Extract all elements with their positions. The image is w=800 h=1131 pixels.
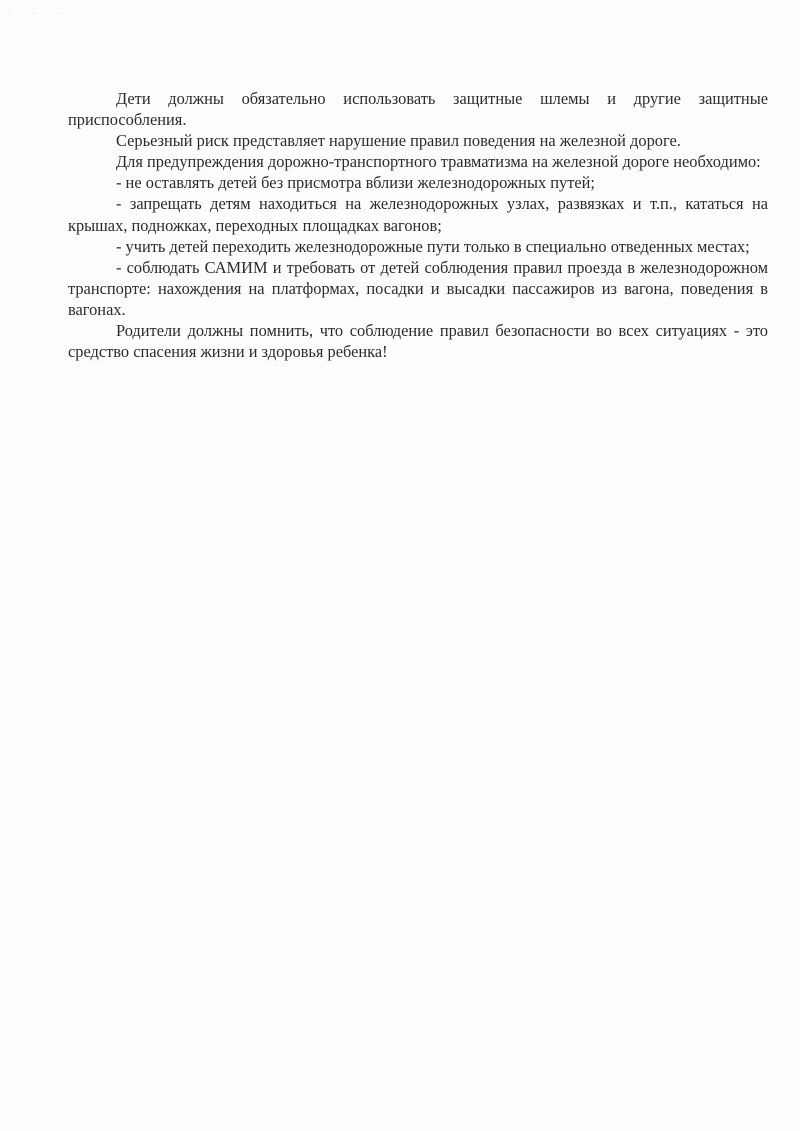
- scan-artifact-marks: · · ·: [8, 10, 70, 18]
- paragraph-prevention-intro: Для предупреждения дорожно-транспортного травматизма на железной дороге необходимо:: [116, 152, 761, 172]
- list-item-crossing-places: - учить детей переходить железнодорожные пути только в специально отведенных местах;: [116, 236, 750, 256]
- list-item-travel-rules: - соблюдать САМИМ и требовать от детей соблюдения правил проезда в железнодорожном транспорте: нахождения на платформах, посадки и высадки пассажиров из вагона, поведения в вагонах.: [68, 257, 768, 319]
- paragraph-parents-reminder: Родители должны помнить, что соблюдение правил безопасности во всех ситуациях - это средство спасения жизни и здоровья ребенка!: [68, 321, 768, 362]
- paragraph-helmets: Дети должны обязательно использовать защитные шлемы и другие защитные приспособления.: [68, 89, 768, 130]
- list-item-prohibit-junctions: - запрещать детям находиться на железнодорожных узлах, развязках и т.п., кататься на крышах, подножках, переходных площадках вагонов;: [68, 194, 768, 235]
- list-item-supervision: - не оставлять детей без присмотра вблизи железнодорожных путей;: [116, 173, 595, 193]
- document-body: [68, 88, 768, 362]
- paragraph-railway-risk: Серьезный риск представляет нарушение правил поведения на железной дороге.: [116, 131, 681, 151]
